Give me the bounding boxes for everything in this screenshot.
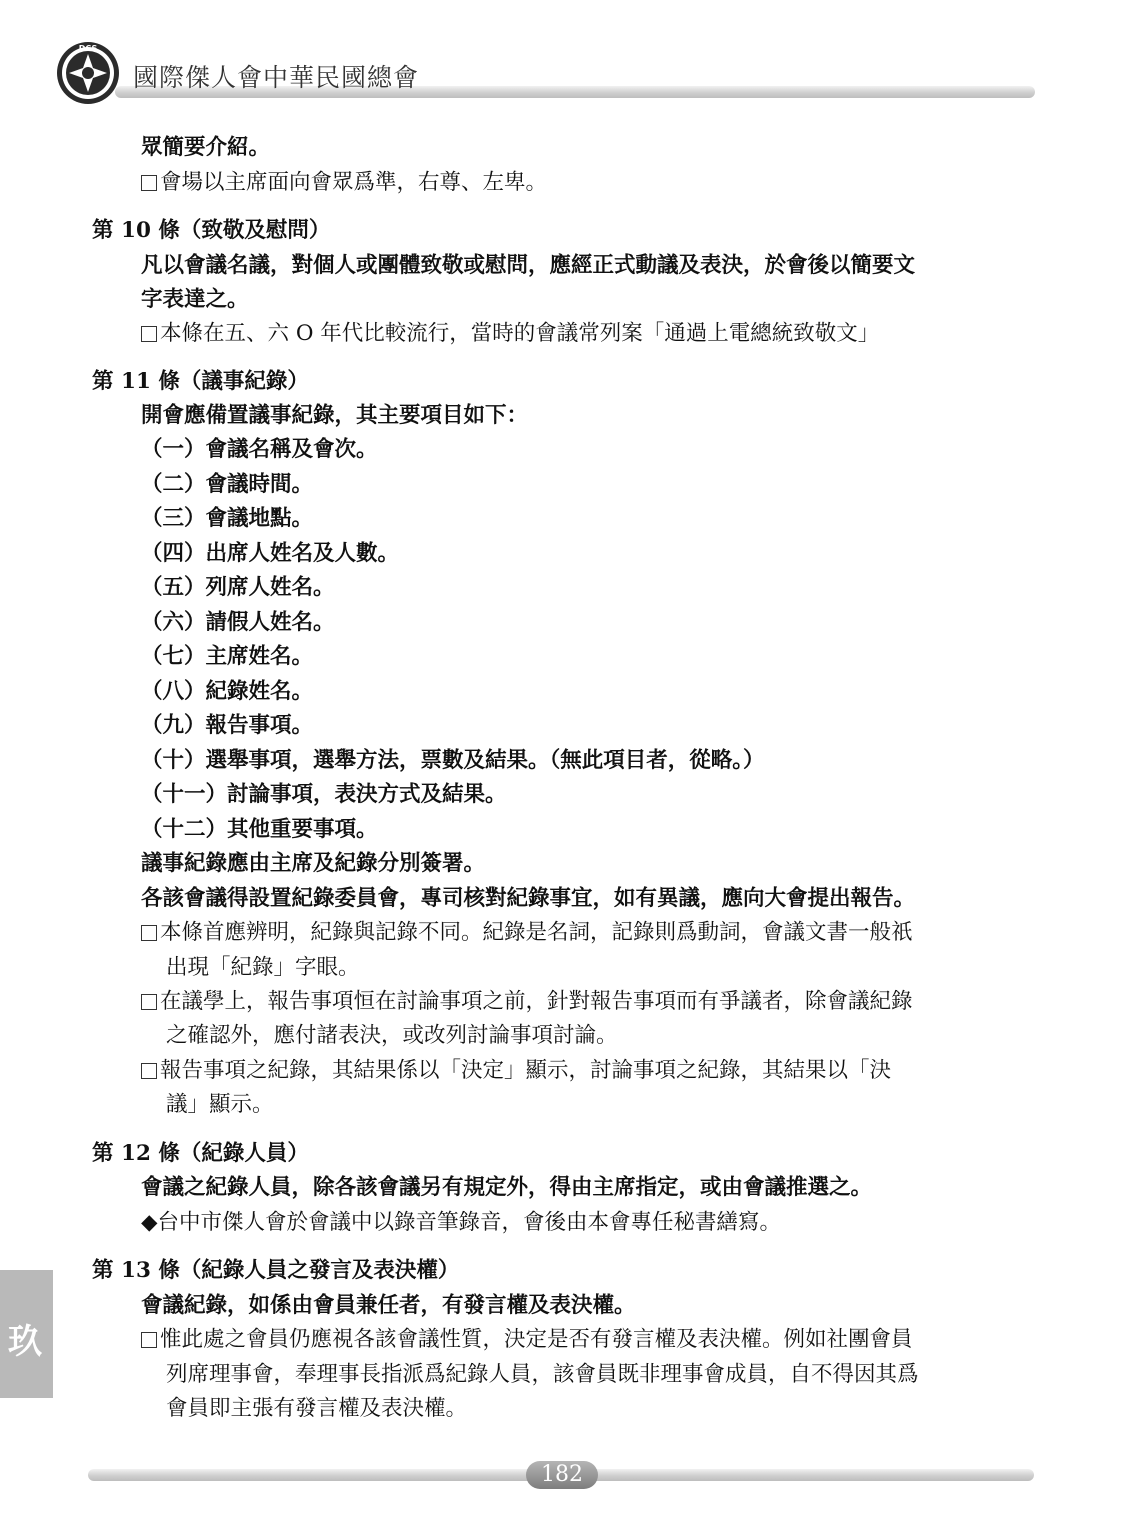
header-title: 國際傑人會中華民國總會 [133, 63, 420, 92]
list-item: （六）請假人姓名。 [141, 610, 335, 635]
note-continuation: 之確認外，應付諸表決，或改列討論事項討論。 [166, 1023, 618, 1048]
text-line: 字表達之。 [141, 287, 249, 312]
text-line: 各該會議得設置紀錄委員會，專司核對紀錄事宜，如有異議，應向大會提出報告。 [141, 886, 916, 911]
page-header [55, 40, 1035, 110]
list-item: （二）會議時間。 [141, 472, 314, 497]
checkbox-icon [141, 1332, 157, 1348]
note-continuation: 議」顯示。 [166, 1092, 274, 1117]
checkbox-icon [141, 925, 157, 941]
text-line: 眾簡要介紹。 [141, 135, 271, 160]
list-item: （九）報告事項。 [141, 713, 314, 738]
note-line: 本條在五、六 O 年代比較流行，當時的會議常列案「通過上電總統致敬文」 [141, 320, 879, 348]
note-continuation: 出現「紀錄」字眼。 [166, 955, 360, 980]
note-line: 會場以主席面向會眾爲準，右尊、左卑。 [141, 169, 547, 197]
text-line: 凡以會議名議，對個人或團體致敬或慰問，應經正式動議及表決，於會後以簡要文 [141, 253, 916, 278]
chapter-side-tab [0, 1270, 53, 1398]
note-line: 惟此處之會員仍應視各該會議性質，決定是否有發言權及表決權。例如社團會員 [141, 1326, 913, 1354]
checkbox-icon [141, 994, 157, 1010]
logo-text: DCS [78, 44, 98, 53]
article-heading: 第 12 條（紀錄人員） [92, 1141, 309, 1166]
list-item: （十二）其他重要事項。 [141, 817, 378, 842]
note-continuation: 列席理事會，奉理事長指派爲紀錄人員，該會員既非理事會成員，自不得因其爲 [166, 1362, 919, 1387]
list-item: （一）會議名稱及會次。 [141, 437, 378, 462]
chapter-label: 玖 [8, 1322, 42, 1362]
list-item: （八）紀錄姓名。 [141, 679, 314, 704]
list-item: （三）會議地點。 [141, 506, 314, 531]
page-number: 182 [526, 1461, 598, 1489]
note-line: 本條首應辨明，紀錄與記錄不同。紀錄是名詞，記錄則爲動詞，會議文書一般祇 [141, 919, 913, 947]
list-item: （十）選舉事項，選舉方法，票數及結果。（無此項目者，從略。） [141, 748, 765, 773]
diamond-note: ◆台中市傑人會於會議中以錄音筆錄音，會後由本會專任秘書繕寫。 [141, 1210, 782, 1235]
checkbox-icon [141, 175, 157, 191]
text-line: 開會應備置議事紀錄，其主要項目如下： [141, 403, 529, 428]
article-heading: 第 11 條（議事紀錄） [92, 369, 309, 394]
dcs-logo-icon [55, 40, 121, 106]
checkbox-icon [141, 1063, 157, 1079]
text-line: 議事紀錄應由主席及紀錄分別簽署。 [141, 851, 486, 876]
note-line: 在議學上，報告事項恒在討論事項之前，針對報告事項而有爭議者，除會議紀錄 [141, 988, 913, 1016]
article-heading: 第 13 條（紀錄人員之發言及表決權） [92, 1258, 460, 1283]
list-item: （十一）討論事項，表決方式及結果。 [141, 782, 507, 807]
list-item: （四）出席人姓名及人數。 [141, 541, 400, 566]
list-item: （七）主席姓名。 [141, 644, 314, 669]
note-continuation: 會員即主張有發言權及表決權。 [166, 1396, 468, 1421]
text-line: 會議之紀錄人員，除各該會議另有規定外，得由主席指定，或由會議推選之。 [141, 1175, 873, 1200]
checkbox-icon [141, 326, 157, 342]
text-line: 會議紀錄，如係由會員兼任者，有發言權及表決權。 [141, 1293, 636, 1318]
article-heading: 第 10 條（致敬及慰問） [92, 218, 331, 243]
note-line: 報告事項之紀錄，其結果係以「決定」顯示，討論事項之紀錄，其結果以「決 [141, 1057, 891, 1085]
list-item: （五）列席人姓名。 [141, 575, 335, 600]
